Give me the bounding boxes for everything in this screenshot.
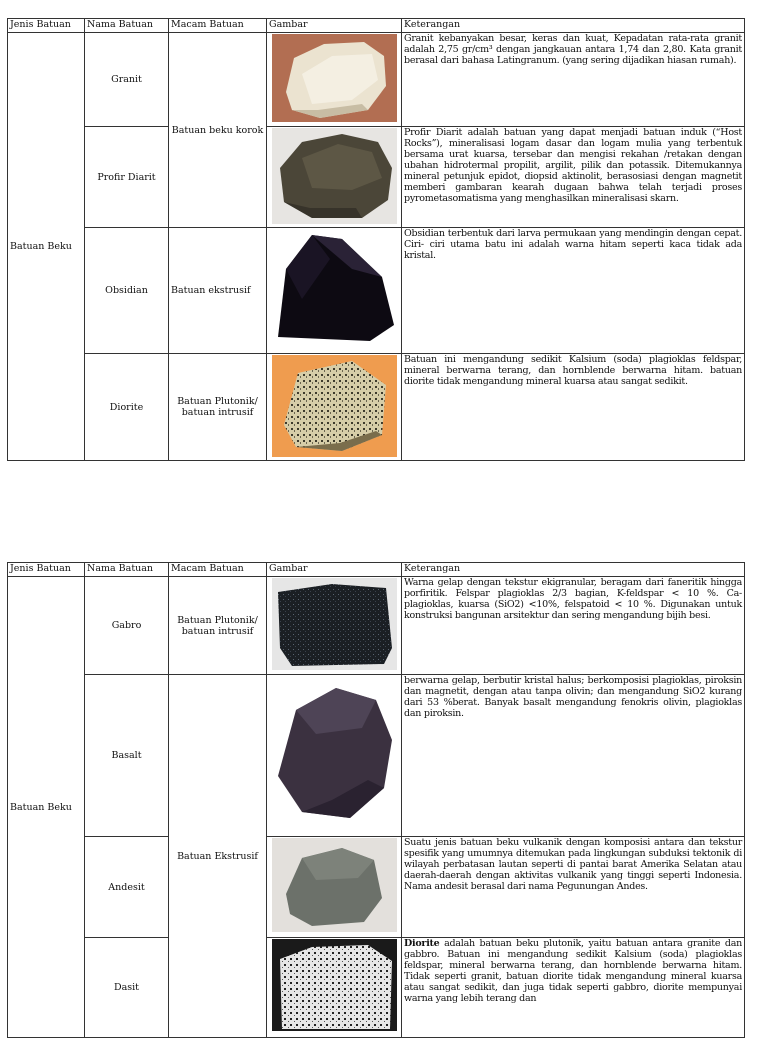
keterangan-text: adalah batuan beku plutonik, yaitu batuan antara granite dan gabbro. Batuan ini mengandung sedikit Kalsium (soda) plagioklas feldspar, mineral berwarna terang, dan hornblende berwarna hitam. Tidak seperti granit, batuan diorite tidak mengandung mineral kuarsa atau sangat sedikit, dan juga tidak seperti gabbro, diorite mempunyai warna yang lebih terang dan (404, 938, 742, 1004)
dacite-rock-image (272, 939, 397, 1031)
macam-batuan-cell: Batuan Plutonik/ batuan intrusif (169, 577, 267, 675)
basalt-rock-image (272, 676, 397, 826)
keterangan-cell (402, 938, 745, 1038)
gambar-cell (267, 837, 402, 938)
table-row (8, 33, 745, 127)
table-row (8, 354, 745, 461)
gambar-cell (267, 33, 402, 127)
nama-batuan-cell: Gabro (85, 577, 169, 675)
keterangan-cell: Batuan ini mengandung sedikit Kalsium (soda) plagioklas feldspar, mineral berwarna terang, dan hornblende berwarna hitam. batuan diorite tidak mengandung mineral kuarsa atau sangat sedikit. (402, 354, 745, 461)
table-row (8, 938, 745, 1038)
header-jenis-batuan: Jenis Batuan (8, 563, 85, 577)
header-nama-batuan: Nama Batuan (85, 563, 169, 577)
table-header-row (8, 19, 745, 33)
header-macam-batuan: Macam Batuan (169, 19, 267, 33)
header-macam-batuan: Macam Batuan (169, 563, 267, 577)
header-keterangan: Keterangan (402, 19, 745, 33)
header-gambar: Gambar (267, 563, 402, 577)
header-nama-batuan: Nama Batuan (85, 19, 169, 33)
diorite-rock-image (272, 355, 397, 457)
table-row (8, 837, 745, 938)
table-row (8, 228, 745, 354)
nama-batuan-cell: Basalt (85, 675, 169, 837)
macam-batuan-cell: Batuan ekstrusif (169, 228, 267, 354)
table-header-row (8, 563, 745, 577)
header-gambar: Gambar (267, 19, 402, 33)
rock-table-1 (7, 18, 745, 461)
table-row (8, 675, 745, 837)
header-keterangan: Keterangan (402, 563, 745, 577)
obsidian-rock-image (272, 229, 397, 345)
gambar-cell (267, 228, 402, 354)
nama-batuan-cell: Obsidian (85, 228, 169, 354)
jenis-batuan-cell: Batuan Beku (8, 33, 85, 461)
keterangan-cell: berwarna gelap, berbutir kristal halus; berkomposisi plagioklas, piroksin dan magnetit, dengan atau tanpa olivin; dan mengandung SiO2 kurang dari 53 %berat. Banyak basalt mengandung fenokris olivin, plagioklas dan piroksin. (402, 675, 745, 837)
nama-batuan-cell: Granit (85, 33, 169, 127)
macam-batuan-cell: Batuan Plutonik/ batuan intrusif (169, 354, 267, 461)
keterangan-cell: Warna gelap dengan tekstur ekigranular, beragam dari faneritik hingga porfiritik. Felspar plagioklas 2/3 bagian, K-feldspar < 10 %. Ca- plagioklas, kuarsa (SiO2) <10%, felspatoid < 10 %. Digunakan untuk konstruksi bangunan arsitektur dan sering mengandung bijih besi. (402, 577, 745, 675)
gabbro-rock-image (272, 578, 397, 670)
rock-table-2 (7, 562, 745, 1038)
macam-batuan-cell: Batuan beku korok (169, 33, 267, 228)
keterangan-cell: Granit kebanyakan besar, keras dan kuat, Kepadatan rata-rata granit adalah 2,75 gr/cm³ dengan jangkauan antara 1,74 dan 2,80. Kata granit berasal dari bahasa Latingranum. (yang sering dijadikan hiasan rumah). (402, 33, 745, 127)
keterangan-bold-term: Diorite (404, 938, 440, 949)
macam-batuan-cell: Batuan Ekstrusif (169, 675, 267, 1038)
nama-batuan-cell: Diorite (85, 354, 169, 461)
nama-batuan-cell: Andesit (85, 837, 169, 938)
gambar-cell (267, 577, 402, 675)
table-row (8, 577, 745, 675)
andesite-rock-image (272, 838, 397, 932)
nama-batuan-cell: Profir Diarit (85, 127, 169, 228)
header-jenis-batuan: Jenis Batuan (8, 19, 85, 33)
gambar-cell (267, 675, 402, 837)
gambar-cell (267, 127, 402, 228)
keterangan-cell: Profir Diarit adalah batuan yang dapat menjadi batuan induk (“Host Rocks”), mineralisasi logam dasar dan logam mulia yang terbentuk bersama urat kuarsa, tersebar dan mengisi rekahan /retakan dengan ubahan hidrotermal propilit, argilit, pilik dan potassik. Ditemukannya mineral petunjuk epidot, diopsid aktinolit, berasosiasi dengan magnetit memberi gambaran kearah dugaan bahwa telah terjadi proses pyrometasomatisma yang menghasilkan mineralisasi skarn. (402, 127, 745, 228)
table-row (8, 127, 745, 228)
gambar-cell (267, 354, 402, 461)
profir-diarit-rock-image (272, 128, 397, 224)
keterangan-cell: Suatu jenis batuan beku vulkanik dengan komposisi antara dan tekstur spesifik yang umumnya ditemukan pada lingkungan subduksi tektonik di wilayah perbatasan lautan seperti di pantai barat Amerika Selatan atau daerah-daerah dengan aktivitas vulkanik yang tinggi seperti Indonesia. Nama andesit berasal dari nama Pegunungan Andes. (402, 837, 745, 938)
granite-rock-image (272, 34, 397, 122)
gambar-cell (267, 938, 402, 1038)
keterangan-cell: Obsidian terbentuk dari larva permukaan yang mendingin dengan cepat. Ciri- ciri utama batu ini adalah warna hitam seperti kaca tidak ada kristal. (402, 228, 745, 354)
nama-batuan-cell: Dasit (85, 938, 169, 1038)
jenis-batuan-cell: Batuan Beku (8, 577, 85, 1038)
